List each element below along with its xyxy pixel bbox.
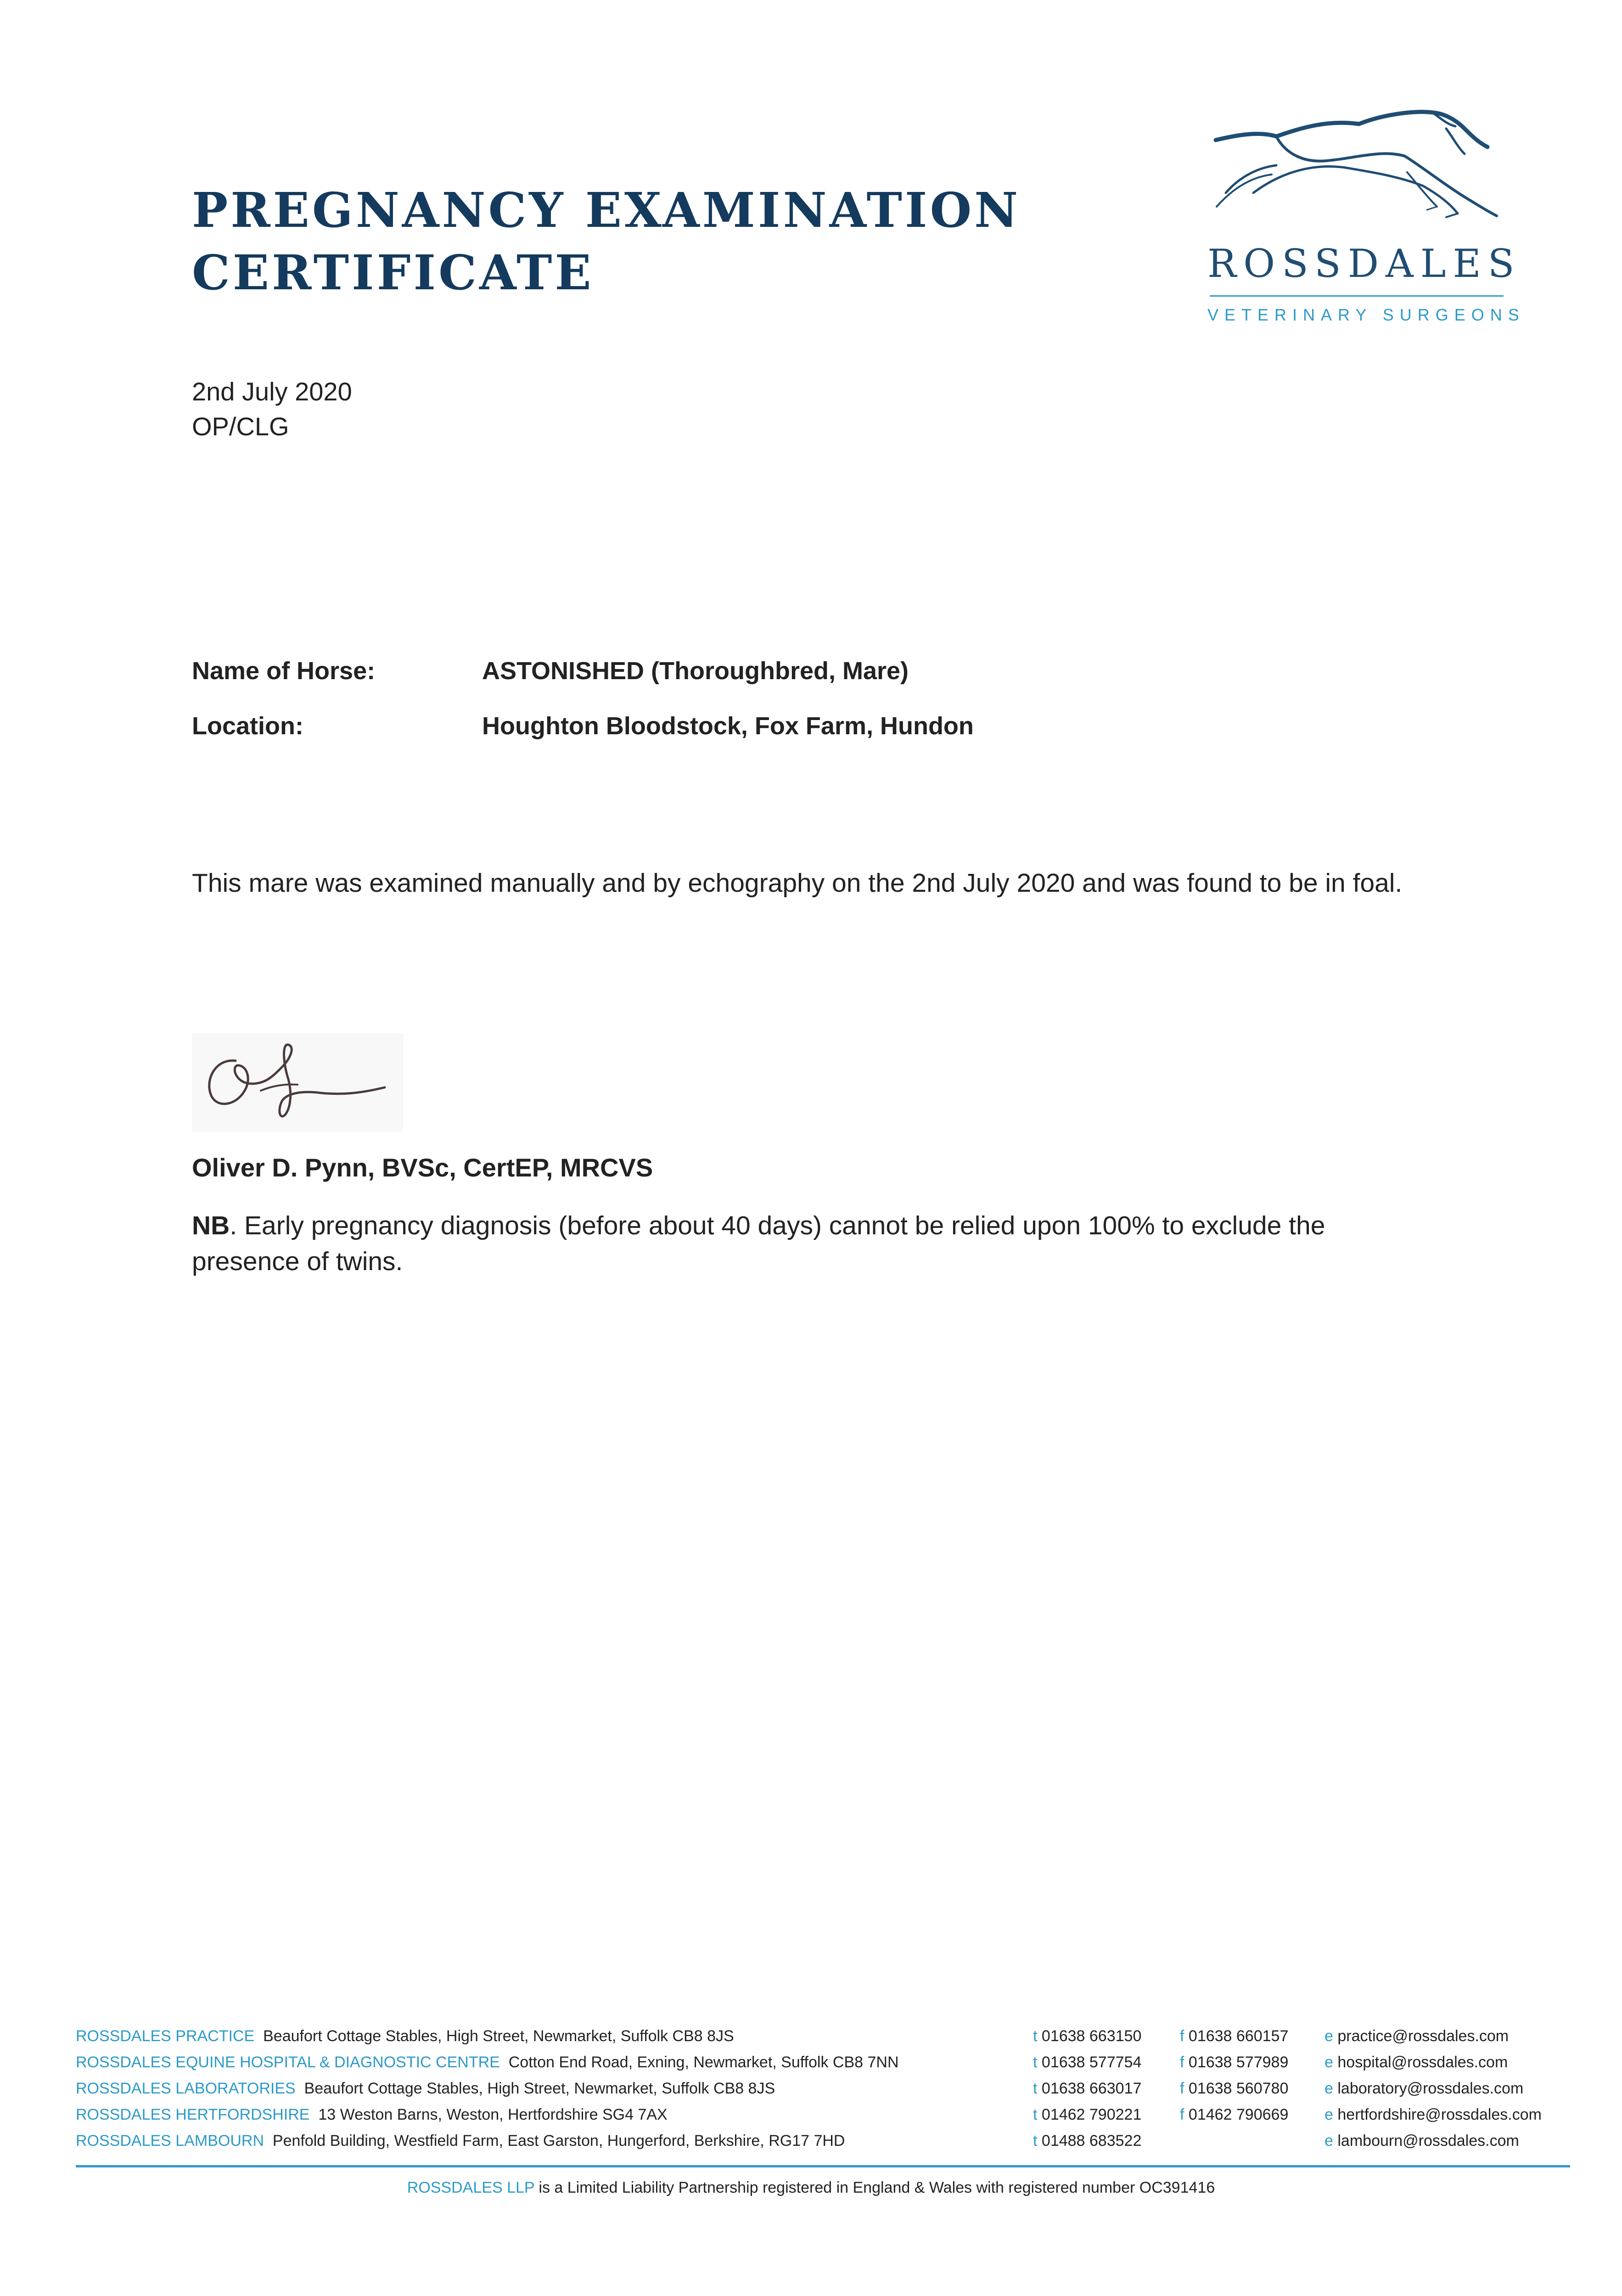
office-phone: t 01488 683522 xyxy=(1033,2132,1142,2150)
page-title xyxy=(192,179,1021,304)
office-address: Penfold Building, Westfield Farm, East Garston, Hungerford, Berkshire, RG17 7HD xyxy=(272,2132,845,2150)
logo-divider xyxy=(1210,295,1504,297)
location-label: Location: xyxy=(192,712,303,740)
office-phone: t 01638 663150 xyxy=(1033,2027,1142,2045)
page-title-line-1: PREGNANCY EXAMINATION xyxy=(192,182,1021,238)
office-email: e practice@rossdales.com xyxy=(1325,2027,1509,2045)
legal-entity-name: ROSSDALES LLP xyxy=(407,2179,534,2196)
footer-office-row xyxy=(76,2106,1577,2132)
office-fax: f 01638 660157 xyxy=(1180,2027,1289,2045)
office-email: e hospital@rossdales.com xyxy=(1325,2054,1508,2071)
footer-legal-notice xyxy=(0,2179,1622,2197)
horse-name-value: ASTONISHED (Thoroughbred, Mare) xyxy=(482,657,909,685)
location-value: Houghton Bloodstock, Fox Farm, Hundon xyxy=(482,712,974,740)
office-name: ROSSDALES LAMBOURN xyxy=(76,2132,264,2150)
page-title-line-2: CERTIFICATE xyxy=(192,244,594,301)
office-email: e hertfordshire@rossdales.com xyxy=(1325,2106,1542,2123)
document-date: 2nd July 2020 xyxy=(192,377,352,406)
footer-divider xyxy=(76,2165,1570,2167)
office-fax: f 01638 560780 xyxy=(1180,2080,1289,2097)
nb-prefix: NB xyxy=(192,1211,230,1240)
office-phone: t 01638 577754 xyxy=(1033,2054,1142,2071)
office-address: Beaufort Cottage Stables, High Street, Newmarket, Suffolk CB8 8JS xyxy=(263,2027,734,2045)
office-name: ROSSDALES HERTFORDSHIRE xyxy=(76,2106,310,2123)
logo-wordmark: ROSSDALES xyxy=(1207,241,1521,286)
office-fax: f 01638 577989 xyxy=(1180,2054,1289,2071)
office-address: Beaufort Cottage Stables, High Street, Newmarket, Suffolk CB8 8JS xyxy=(304,2080,775,2097)
rossdales-logo xyxy=(1207,103,1525,333)
office-address: Cotton End Road, Exning, Newmarket, Suffolk CB8 7NN xyxy=(508,2054,899,2071)
footer-office-row xyxy=(76,2027,1577,2054)
office-name: ROSSDALES LABORATORIES xyxy=(76,2080,296,2097)
office-email: e lambourn@rossdales.com xyxy=(1325,2132,1519,2150)
footer-offices xyxy=(76,2027,1577,2158)
office-email: e laboratory@rossdales.com xyxy=(1325,2080,1524,2097)
signature-image xyxy=(192,1033,403,1132)
legal-text: is a Limited Liability Partnership registered in England & Wales with registered number OC391416 xyxy=(534,2179,1215,2196)
footer-office-row xyxy=(76,2132,1577,2158)
office-fax: f 01462 790669 xyxy=(1180,2106,1289,2123)
document-reference: OP/CLG xyxy=(192,412,289,441)
office-phone: t 01638 663017 xyxy=(1033,2080,1142,2097)
nb-text: . Early pregnancy diagnosis (before about 40 days) cannot be relied upon 100% to exclude the presence of twins. xyxy=(192,1211,1325,1276)
galloping-horse-icon xyxy=(1207,103,1506,241)
nb-note xyxy=(192,1208,1431,1279)
office-name: ROSSDALES PRACTICE xyxy=(76,2027,255,2045)
examination-statement: This mare was examined manually and by echography on the 2nd July 2020 and was found to be in foal. xyxy=(192,868,1403,898)
footer-office-row xyxy=(76,2054,1577,2080)
office-phone: t 01462 790221 xyxy=(1033,2106,1142,2123)
footer-office-row xyxy=(76,2080,1577,2106)
horse-name-label: Name of Horse: xyxy=(192,657,376,685)
logo-subtitle: VETERINARY SURGEONS xyxy=(1207,305,1525,324)
signatory-name: Oliver D. Pynn, BVSc, CertEP, MRCVS xyxy=(192,1153,653,1182)
office-address: 13 Weston Barns, Weston, Hertfordshire SG4 7AX xyxy=(318,2106,668,2123)
office-name: ROSSDALES EQUINE HOSPITAL & DIAGNOSTIC CENTRE xyxy=(76,2054,500,2071)
